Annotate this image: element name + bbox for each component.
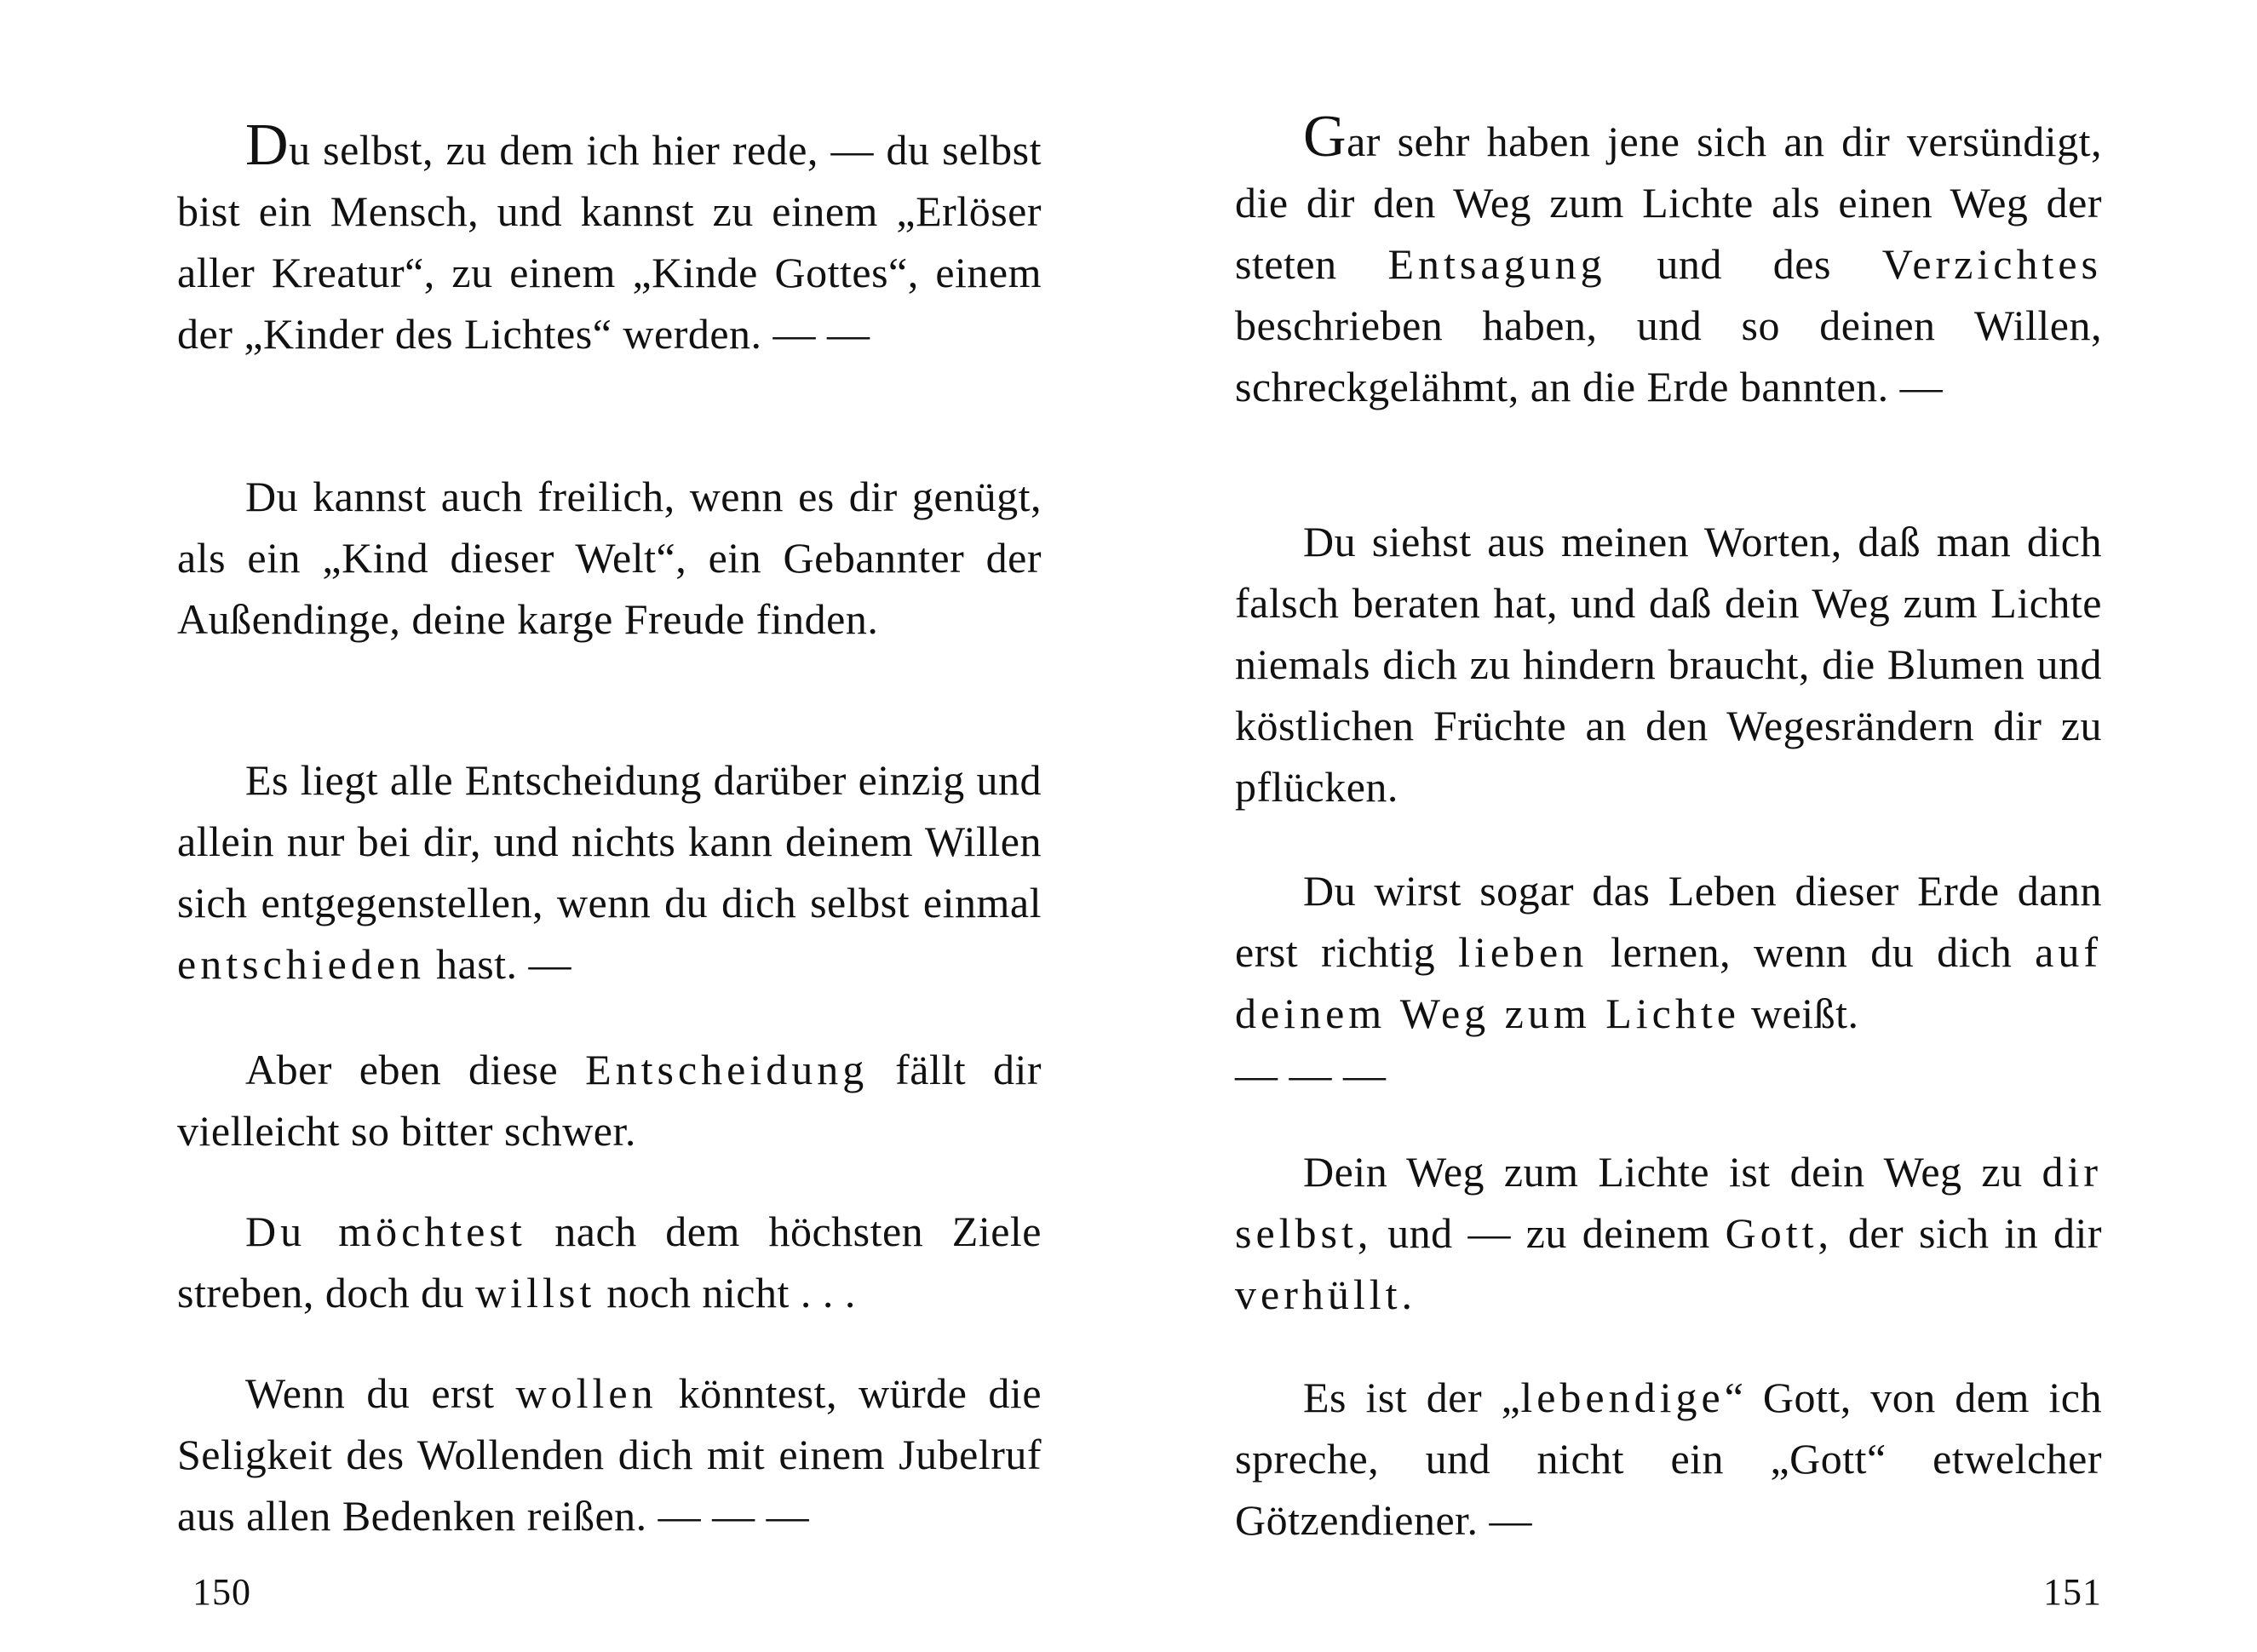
paragraph-text: Du kannst auch freilich, wenn es dir genügt, als ein „Kind dieser Welt“, ein Gebannter der Außendinge, deine karge Freude finden. (177, 473, 1042, 643)
left-paragraph-5 (177, 1201, 1042, 1323)
right-paragraph-5 (1235, 1367, 2102, 1551)
paragraph-text: Du siehst aus meinen Worten, daß man dich falsch beraten hat, und daß dein Weg zum Lichte niemals dich zu hindern braucht, die Blumen und köstlichen Früchte an den Wegesrändern dir zu pflücken. (1235, 518, 2102, 811)
paragraph-text: Du wirst sogar das Leben dieser Erde dann erst richtig (1235, 867, 2102, 976)
left-paragraph-1 (177, 112, 1042, 364)
paragraph-text: fällt dir vielleicht so bitter schwer. (177, 1046, 1042, 1155)
spaced-emphasis: lebendige (1520, 1374, 1725, 1421)
spaced-emphasis: wollen (515, 1369, 658, 1417)
closing-dashes: — — — (1235, 1051, 1387, 1098)
paragraph-text: Es liegt alle Entscheidung darüber einzig und allein nur bei dir, und nichts kann deinem Willen sich entgegenstellen, wenn du dich selbst einmal (177, 756, 1042, 926)
spaced-emphasis: auf deinem Weg zum Lichte (1235, 928, 2102, 1037)
paragraph-text: und des (1605, 240, 1882, 288)
paragraph-text: Aber eben diese (245, 1046, 586, 1093)
right-page (1235, 0, 2102, 1652)
spaced-emphasis: Entscheidung (585, 1046, 869, 1093)
paragraph-text: ar sehr haben jene sich an dir versündigt, die dir den Weg zum Lichte als einen Weg der steten (1235, 118, 2102, 288)
drop-initial: D (245, 112, 290, 178)
spaced-emphasis: verhüllt. (1235, 1271, 1417, 1318)
spaced-emphasis: lieben (1458, 928, 1588, 976)
paragraph-text: lernen, wenn du dich (1588, 928, 2036, 976)
spaced-emphasis: Gott, (1725, 1209, 1834, 1257)
paragraph-text: der sich in dir (1833, 1209, 2102, 1257)
right-paragraph-3 (1235, 860, 2102, 1105)
paragraph-text: Dein Weg zum Lichte ist dein Weg zu (1303, 1148, 2042, 1196)
left-paragraph-3 (177, 749, 1042, 995)
page-number-left: 150 (192, 1571, 251, 1613)
page-number-right: 151 (2043, 1571, 2102, 1613)
paragraph-text: nach dem höchsten Ziele streben, doch du (177, 1207, 1042, 1316)
paragraph-text: beschrieben haben, und so deinen Willen, schreckgelähmt, an die Erde bannten. — (1235, 301, 2102, 410)
paragraph-text: weißt. (1739, 989, 1859, 1037)
paragraph-text: hast. — (425, 940, 572, 988)
paragraph-text: könntest, würde die Seligkeit des Wollenden dich mit einem Jubelruf aus allen Bedenken reißen. — — — (177, 1369, 1042, 1540)
paragraph-text: und — zu deinem (1372, 1209, 1726, 1257)
spaced-emphasis: Verzichtes (1881, 240, 2102, 288)
left-page (177, 0, 1042, 1652)
right-paragraph-2 (1235, 511, 2102, 817)
paragraph-text: Es ist der „ (1303, 1374, 1521, 1421)
spaced-emphasis: willst (475, 1269, 596, 1316)
spaced-emphasis: Du möchtest (245, 1207, 526, 1255)
right-paragraph-1 (1235, 104, 2102, 417)
left-paragraph-4 (177, 1039, 1042, 1162)
paragraph-text: u selbst, zu dem ich hier rede, — du selbst bist ein Mensch, und kannst zu einem „Erlöser aller Kreatur“, zu einem „Kinde Gottes“, einem der „Kinder des Lichtes“ werden. — — (177, 126, 1042, 358)
spaced-emphasis: entschieden (177, 940, 426, 988)
paragraph-text: Wenn du erst (245, 1369, 516, 1417)
drop-initial: G (1303, 104, 1347, 169)
left-paragraph-6 (177, 1362, 1042, 1546)
spaced-emphasis: Entsagung (1387, 240, 1606, 288)
paragraph-text: “ Gott, von dem ich spreche, und nicht ein „Gott“ etwelcher Götzendiener. — (1235, 1374, 2102, 1544)
spaced-emphasis: dir selbst, (1235, 1148, 2102, 1257)
left-paragraph-2 (177, 466, 1042, 650)
paragraph-text: noch nicht . . . (595, 1269, 856, 1316)
right-paragraph-4 (1235, 1141, 2102, 1325)
